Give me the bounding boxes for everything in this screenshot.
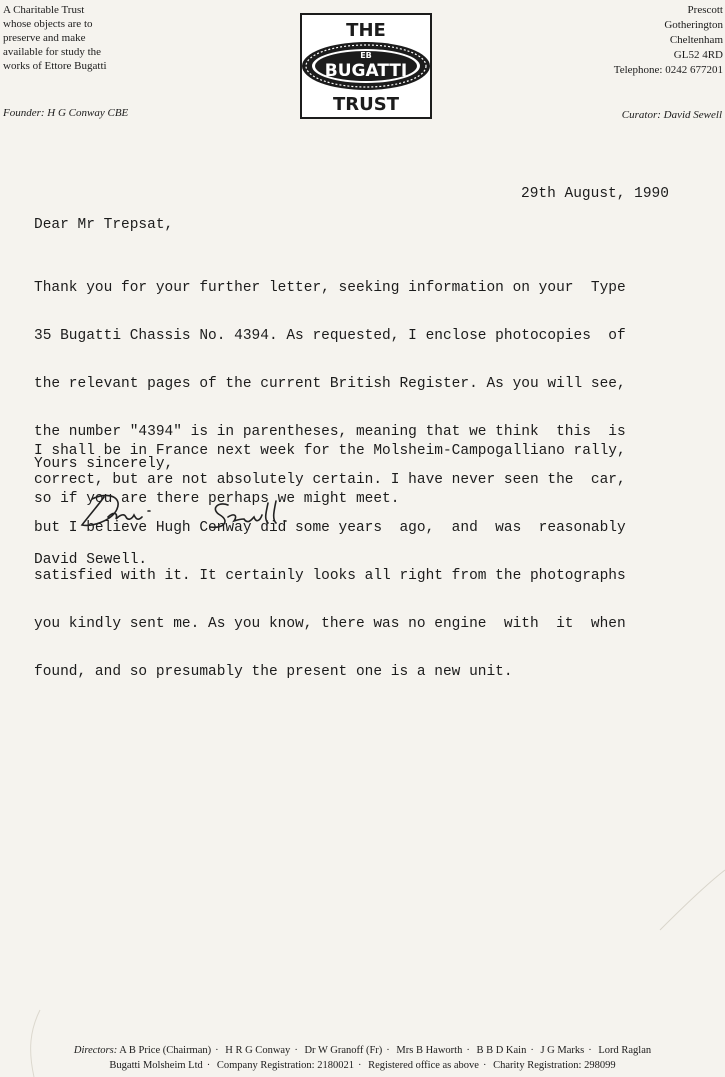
director-name: J G Marks [540,1045,585,1056]
company-name: Bugatti Molsheim Ltd [109,1060,203,1071]
footer-directors: Directors: A B Price (Chairman) · H R G Conway · Dr W Granoff (Fr) · Mrs B Haworth · B B D Kain · J G Marks · Lord Raglan [73,1045,652,1056]
paragraph-line: so if you are there perhaps we might meet. [34,491,400,507]
letter-date: 29th August, 1990 [521,186,669,202]
paragraph-line: the number "4394" is in parentheses, meaning that we think this is [34,424,626,440]
paragraph-line: correct, but are not absolutely certain. I have never seen the car, [34,472,626,488]
closing: Yours sincerely, [34,456,174,472]
company-registration: Company Registration: 2180021 [216,1060,354,1071]
registered-office: Registered office as above [368,1060,479,1071]
trust-address [573,3,723,78]
logo-emblem: EB [360,51,372,60]
director-name: Mrs B Haworth [396,1045,463,1056]
curator-line: Curator: David Sewell [621,109,722,121]
trust-description [3,3,133,73]
trust-description-line: whose objects are to [3,18,93,30]
founder-line: Founder: H G Conway CBE [3,107,129,119]
paragraph-line: but I believe Hugh Conway did some years ago, and was reasonably [34,520,626,536]
director-name: Dr W Granoff (Fr) [304,1045,383,1056]
logo-top-word: THE [346,20,386,41]
directors-label: Directors: [73,1045,118,1056]
paragraph-line: found, and so presumably the present one is a new unit. [34,664,513,680]
trust-description-line: works of Ettore Bugatti [3,60,107,72]
logo-bottom-word: TRUST [333,94,399,115]
logo-middle-word: BUGATTI [324,61,408,81]
paragraph-line: 35 Bugatti Chassis No. 4394. As requested, I enclose photocopies of [34,328,626,344]
bugatti-trust-logo [299,12,433,120]
paragraph-line: you kindly sent me. As you know, there was no engine with it when [34,616,626,632]
charity-registration: Charity Registration: 298099 [493,1060,616,1071]
salutation: Dear Mr Trepsat, [34,217,174,233]
paragraph-line: I shall be in France next week for the Molsheim-Campogalliano rally, [34,443,626,459]
handwritten-signature [78,487,308,537]
paragraph-line: satisfied with it. It certainly looks all right from the photographs [34,568,626,584]
address-line: Gotherington [664,19,723,31]
trust-description-line: A Charitable Trust [3,4,85,16]
director-name: Lord Raglan [598,1045,652,1056]
director-name: H R G Conway [225,1045,291,1056]
signer-name: David Sewell. [34,552,148,568]
director-name: B B D Kain [476,1045,527,1056]
trust-description-line: preserve and make [3,32,86,44]
paragraph-line: Thank you for your further letter, seeking information on your Type [34,280,626,296]
director-name: A B Price (Chairman) [119,1045,212,1056]
footer-registration: Bugatti Molsheim Ltd · Company Registration: 2180021 · Registered office as above · Charity Registration: 298099 [109,1060,616,1071]
telephone-line: Telephone: 0242 677201 [613,64,723,76]
trust-description-line: available for study the [3,46,102,58]
address-line: Prescott [687,4,723,16]
paragraph-line: the relevant pages of the current British Register. As you will see, [34,376,626,392]
address-line: Cheltenham [669,34,723,46]
address-line: GL52 4RD [673,49,723,61]
